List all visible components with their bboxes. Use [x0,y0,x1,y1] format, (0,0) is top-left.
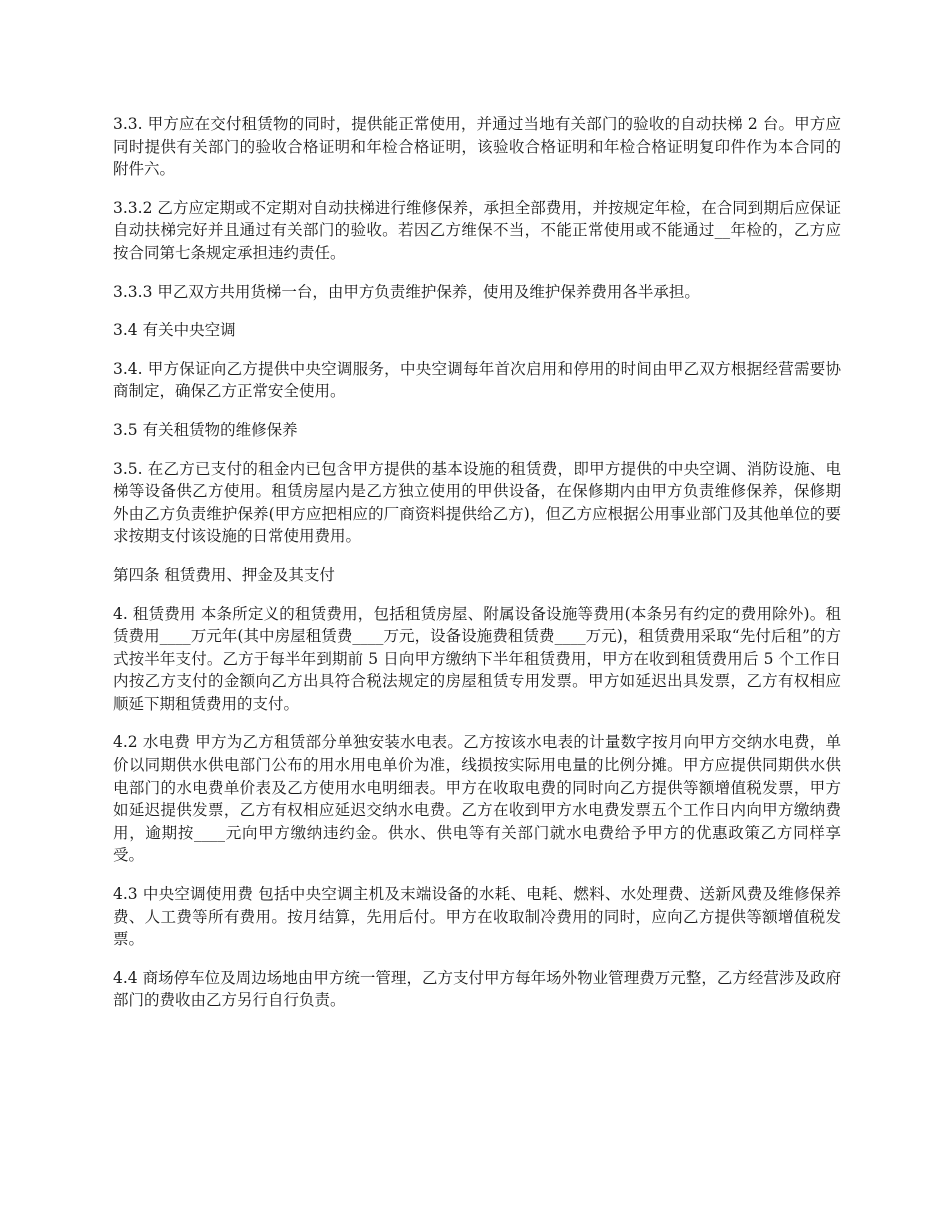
clause-3-5: 3.5. 在乙方已支付的租金内已包含甲方提供的基本设施的租赁费，即甲方提供的中央空调、消防设施、电梯等设备供乙方使用。租赁房屋内是乙方独立使用的甲供设备，在保修期内由甲方负责维修保养，保修期外由乙方负责维护保养(甲方应把相应的厂商资料提供给乙方)，但乙方应根据公用事业部门及其他单位的要求按期支付该设施的日常使用费用。 [113,459,841,546]
document-body [113,113,841,1028]
clause-4-2: 4.2 水电费 甲方为乙方租赁部分单独安装水电表。乙方按该水电表的计量数字按月向甲方交纳水电费，单价以同期供水供电部门公布的用水用电单价为准，线损按实际用电量的比例分摊。甲方应提供同期供水供电部门的水电费单价表及乙方使用水电明细表。甲方在收取电费的同时向乙方提供等额增值税发票，甲方如延迟提供发票，乙方有权相应延迟交纳水电费。乙方在收到甲方水电费发票五个工作日内向甲方缴纳费用，逾期按____元向甲方缴纳违约金。供水、供电等有关部门就水电费给予甲方的优惠政策乙方同样享受。 [113,733,841,865]
section-heading-3-5: 3.5 有关租赁物的维修保养 [113,420,298,439]
article-heading-4: 第四条 租赁费用、押金及其支付 [113,565,335,584]
clause-4-1: 4. 租赁费用 本条所定义的租赁费用，包括租赁房屋、附属设备设施等费用(本条另有约定的费用除外)。租赁费用____万元年(其中房屋租赁费____万元，设备设施费租赁费____万元)，租赁费用采取“先付后租”的方式按半年支付。乙方于每半年到期前 5 日向甲方缴纳下半年租赁费用，甲方在收到租赁费用后 5 个工作日内按乙方支付的金额向乙方出具符合税法规定的房屋租赁专用发票。甲方如延迟出具发票，乙方有权相应顺延下期租赁费用的支付。 [113,604,841,713]
clause-4-3: 4.3 中央空调使用费 包括中央空调主机及末端设备的水耗、电耗、燃料、水处理费、送新风费及维修保养费、人工费等所有费用。按月结算，先用后付。甲方在收取制冷费用的同时，应向乙方提供等额增值税发票。 [113,885,841,949]
clause-3-3: 3.3. 甲方应在交付租赁物的同时，提供能正常使用，并通过当地有关部门的验收的自动扶梯 2 台。甲方应同时提供有关部门的验收合格证明和年检合格证明，该验收合格证明和年检合格证明复印件作为本合同的附件六。 [113,115,841,179]
clause-3-3-2: 3.3.2 乙方应定期或不定期对自动扶梯进行维修保养，承担全部费用，并按规定年检，在合同到期后应保证自动扶梯完好并且通过有关部门的验收。若因乙方维保不当，不能正常使用或不能通过__年检的，乙方应按合同第七条规定承担违约责任。 [113,198,841,262]
clause-3-3-3: 3.3.3 甲乙双方共用货梯一台，由甲方负责维护保养，使用及维护保养费用各半承担。 [113,282,700,301]
section-heading-3-4: 3.4 有关中央空调 [113,321,236,340]
clause-3-4: 3.4. 甲方保证向乙方提供中央空调服务，中央空调每年首次启用和停用的时间由甲乙双方根据经营需要协商制定，确保乙方正常安全使用。 [113,359,841,401]
clause-4-4: 4.4 商场停车位及周边场地由甲方统一管理，乙方支付甲方每年场外物业管理费万元整，乙方经营涉及政府部门的费收由乙方另行自行负责。 [113,968,841,1010]
